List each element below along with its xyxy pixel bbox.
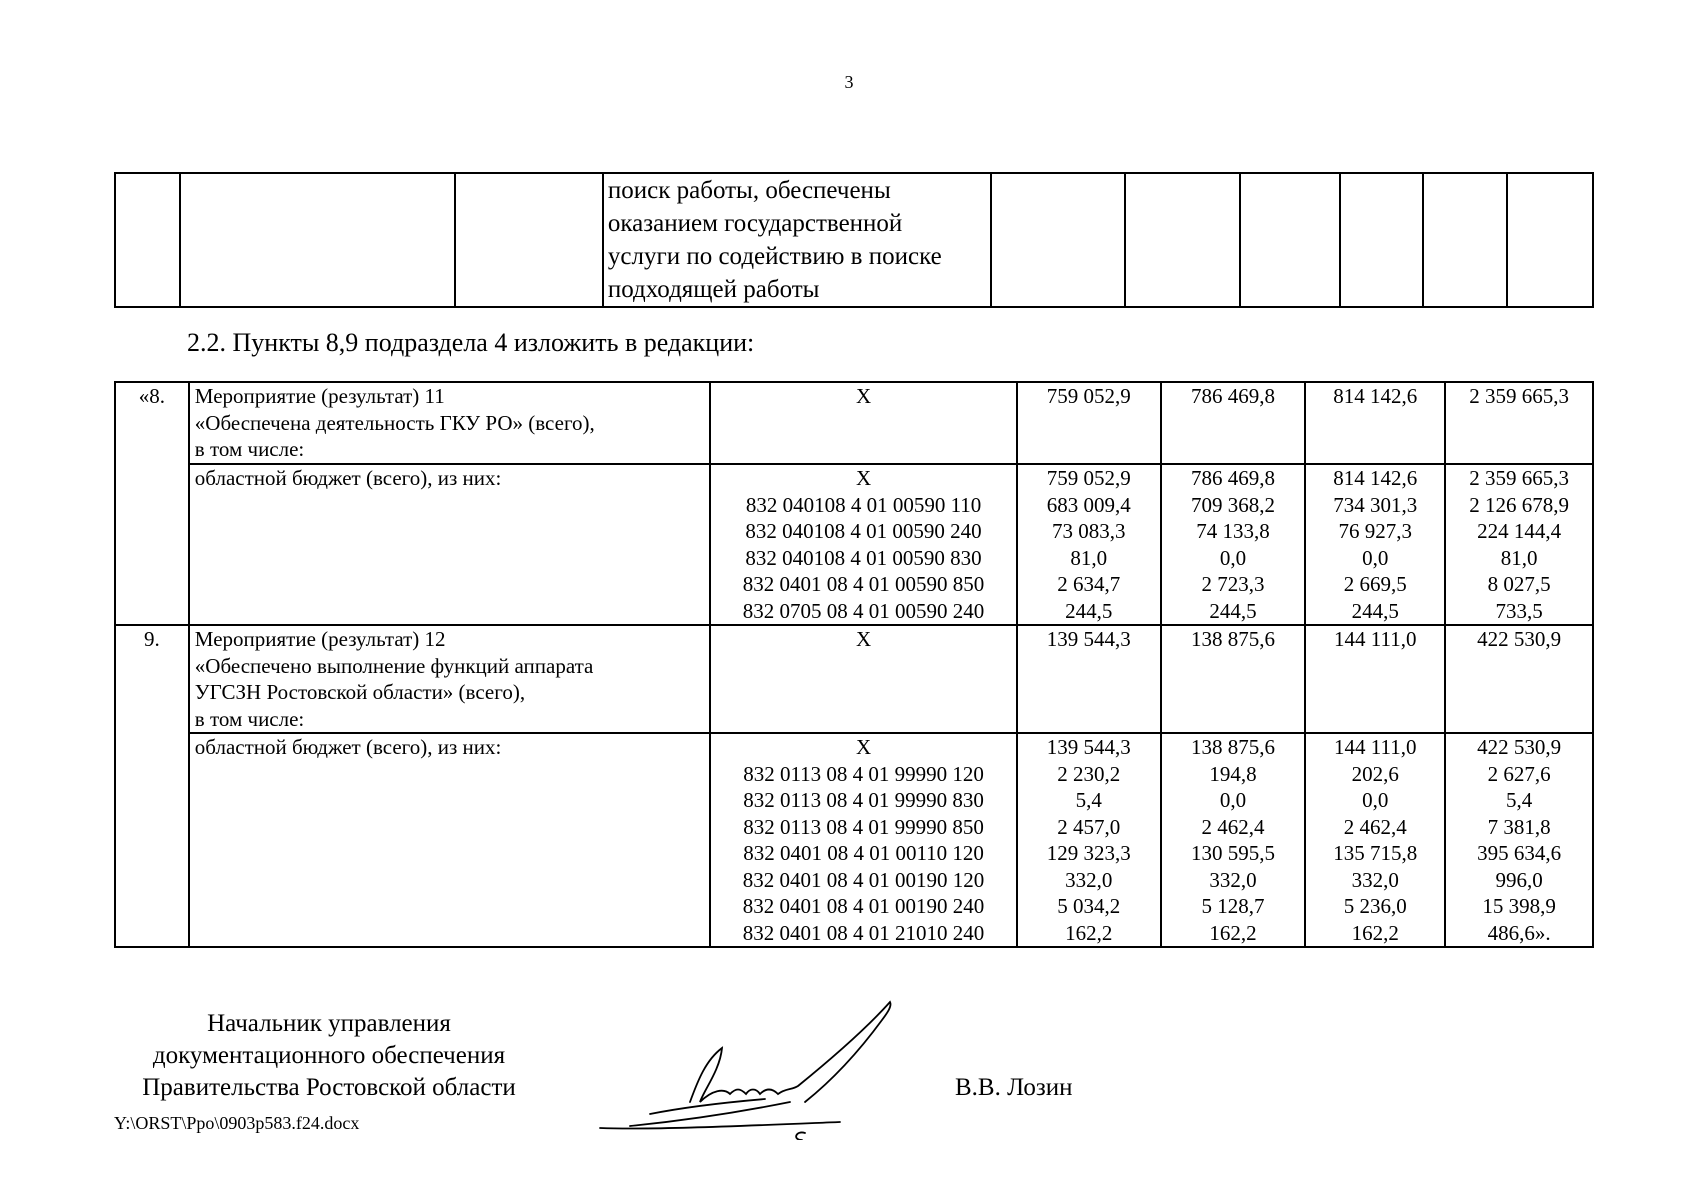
value: 162,2 (1065, 920, 1113, 945)
value: 2 126 678,9 (1469, 492, 1569, 517)
values-cell (1305, 464, 1445, 625)
value: 2 462,4 (1343, 814, 1407, 839)
row-number: «8. (115, 382, 189, 625)
budget-code: 832 0401 08 4 01 00190 240 (742, 894, 985, 918)
budget-code: 832 0113 08 4 01 99990 830 (743, 788, 984, 812)
table-row (115, 464, 1593, 625)
code-cell: X (710, 382, 1017, 464)
value-cell: 422 530,9 (1445, 625, 1593, 733)
text-line: оказанием государственной (607, 210, 903, 237)
budget-code: 832 0401 08 4 01 21010 240 (742, 920, 985, 945)
value: 74 133,8 (1196, 519, 1270, 543)
value: 244,5 (1351, 598, 1399, 623)
value: 2 669,5 (1343, 572, 1407, 596)
value: 0,0 (1362, 788, 1389, 812)
value: 130 595,5 (1191, 841, 1275, 865)
text-line: в том числе: (194, 437, 305, 461)
value: 244,5 (1065, 598, 1113, 623)
text-line: услуги по содействию в поиске (607, 243, 942, 270)
text-line: УГСЗН Ростовской области» (всего), (194, 680, 526, 704)
value: 5 128,7 (1201, 894, 1265, 918)
values-cell (1017, 464, 1161, 625)
continuation-text-cell (603, 173, 991, 307)
value: 709 368,2 (1191, 492, 1275, 517)
value: 2 627,6 (1487, 761, 1551, 786)
row-number: 9. (115, 625, 189, 947)
value: 138 875,6 (1191, 735, 1275, 759)
budget-code: 832 0705 08 4 01 00590 240 (742, 598, 985, 623)
value: 2 230,2 (1057, 761, 1121, 786)
table-row (115, 382, 1593, 464)
measure-description (189, 382, 710, 464)
value: 135 715,8 (1333, 841, 1418, 865)
budget-code: 832 0113 08 4 01 99990 850 (743, 814, 984, 839)
value-cell: 814 142,6 (1305, 382, 1445, 464)
signatory-title (114, 1008, 544, 1104)
table-row (115, 173, 1593, 307)
value-cell: 786 469,8 (1161, 382, 1306, 464)
handwritten-signature (590, 990, 930, 1140)
value-cell: 2 359 665,3 (1445, 382, 1593, 464)
value: 162,2 (1351, 920, 1399, 945)
value: 224 144,4 (1477, 519, 1562, 543)
value-cell: 138 875,6 (1161, 625, 1306, 733)
file-path: Y:\ORST\Ppo\0903p583.f24.docx (114, 1113, 360, 1133)
table-cell (1507, 173, 1593, 307)
text-line: в том числе: (194, 706, 305, 731)
value: 332,0 (1065, 867, 1113, 892)
value: 5 034,2 (1057, 894, 1121, 918)
value: 786 469,8 (1191, 466, 1275, 490)
budget-code: X (855, 735, 872, 759)
value: 5,4 (1075, 788, 1102, 812)
page-number: 3 (844, 72, 854, 92)
value: 5,4 (1505, 788, 1533, 812)
values-cell (1445, 733, 1593, 947)
value: 7 381,8 (1487, 814, 1551, 839)
text-line: «Обеспечено выполнение функций аппарата (194, 653, 594, 678)
text-line: «Обеспечена деятельность ГКУ РО» (всего), (194, 410, 595, 435)
value-cell: 139 544,3 (1017, 625, 1161, 733)
table-row (115, 625, 1593, 733)
value: 996,0 (1495, 867, 1543, 892)
values-cell (1445, 464, 1593, 625)
value: 129 323,3 (1046, 841, 1131, 865)
value: 162,2 (1209, 920, 1257, 945)
value: 683 009,4 (1046, 492, 1131, 517)
value: 76 927,3 (1338, 519, 1412, 543)
value: 422 530,9 (1477, 735, 1562, 759)
value: 733,5 (1495, 598, 1543, 623)
text-line: Начальник управления (207, 1010, 451, 1037)
value: 0,0 (1219, 545, 1247, 570)
table-cell (455, 173, 603, 307)
text-line: Мероприятие (результат) 11 (194, 384, 445, 408)
table-cell (991, 173, 1126, 307)
value-cell: 144 111,0 (1305, 625, 1445, 733)
table-cell (1423, 173, 1507, 307)
values-cell (1161, 464, 1306, 625)
value: 139 544,3 (1046, 735, 1131, 759)
value-cell: 759 052,9 (1017, 382, 1161, 464)
section-intro: 2.2. Пункты 8,9 подраздела 4 изложить в редакции: (187, 328, 755, 357)
value: 202,6 (1351, 761, 1399, 786)
budget-code: 832 0401 08 4 01 00190 120 (742, 867, 985, 892)
value: 486,6». (1487, 920, 1551, 945)
table-cell (115, 173, 180, 307)
measure-description (189, 625, 710, 733)
value: 2 457,0 (1057, 814, 1121, 839)
value: 73 083,3 (1052, 519, 1126, 543)
value: 244,5 (1209, 598, 1257, 623)
codes-cell (710, 464, 1017, 625)
text-line: поиск работы, обеспечены (607, 177, 891, 204)
budget-code: 832 040108 4 01 00590 830 (745, 545, 982, 570)
value: 81,0 (1070, 545, 1108, 570)
value: 2 723,3 (1201, 572, 1265, 596)
budget-label: областной бюджет (всего), из них: (189, 733, 710, 947)
budget-code: 832 0401 08 4 01 00590 850 (742, 572, 985, 596)
value: 759 052,9 (1046, 466, 1131, 490)
table-cell (1125, 173, 1239, 307)
value: 734 301,3 (1333, 492, 1418, 517)
value: 2 634,7 (1057, 572, 1121, 596)
value: 5 236,0 (1343, 894, 1407, 918)
values-cell (1161, 733, 1306, 947)
table-cell (1340, 173, 1424, 307)
codes-cell (710, 733, 1017, 947)
value: 15 398,9 (1482, 894, 1556, 918)
values-cell (1017, 733, 1161, 947)
budget-code: X (855, 466, 872, 490)
value: 8 027,5 (1487, 572, 1551, 596)
value: 332,0 (1351, 867, 1399, 892)
value: 194,8 (1209, 761, 1257, 786)
value: 395 634,6 (1477, 841, 1562, 865)
budget-table (114, 381, 1594, 948)
value: 144 111,0 (1334, 735, 1417, 759)
text-line: документационного обеспечения (152, 1042, 506, 1069)
value: 0,0 (1219, 788, 1247, 812)
continuation-table (114, 172, 1594, 308)
budget-code: 832 0113 08 4 01 99990 120 (743, 761, 984, 786)
budget-code: 832 040108 4 01 00590 240 (745, 519, 982, 543)
value: 2 462,4 (1201, 814, 1265, 839)
values-cell (1305, 733, 1445, 947)
text-line: подходящей работы (607, 276, 820, 303)
value: 2 359 665,3 (1469, 466, 1569, 490)
value: 0,0 (1362, 545, 1389, 570)
code-cell: X (710, 625, 1017, 733)
text-line: Мероприятие (результат) 12 (194, 627, 446, 651)
budget-code: 832 0401 08 4 01 00110 120 (743, 841, 984, 865)
text-line: Правительства Ростовской области (142, 1074, 516, 1101)
value: 814 142,6 (1333, 466, 1418, 490)
table-cell (180, 173, 455, 307)
signatory-name: В.В. Лозин (955, 1074, 1073, 1101)
value: 81,0 (1500, 545, 1538, 570)
budget-label: областной бюджет (всего), из них: (189, 464, 710, 625)
budget-code: 832 040108 4 01 00590 110 (745, 492, 982, 517)
table-cell (1240, 173, 1340, 307)
value: 332,0 (1209, 867, 1257, 892)
table-row (115, 733, 1593, 947)
